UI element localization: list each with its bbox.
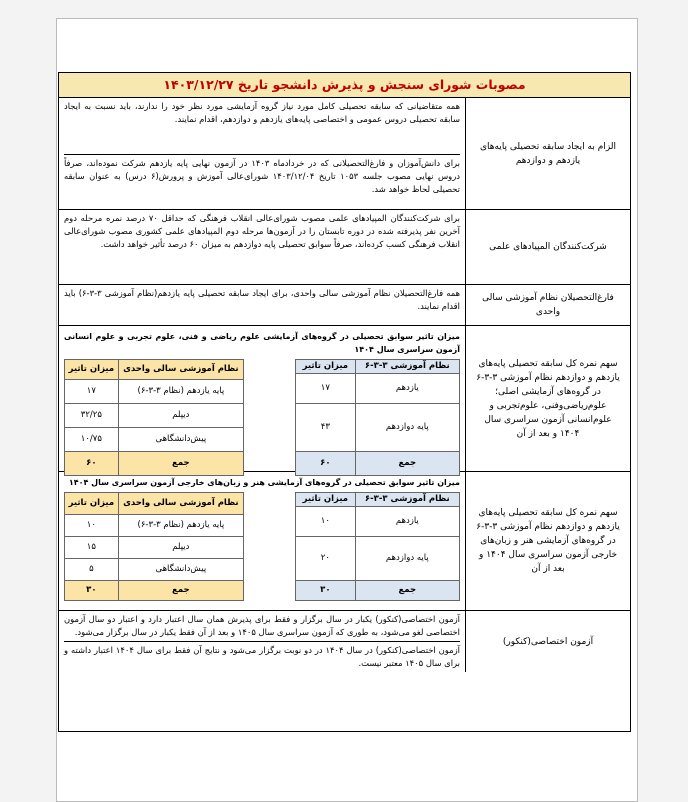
table-cell: ۱۰ — [65, 515, 119, 537]
page-title: مصوبات شورای سنجش و پذیرش دانشجو تاریخ ۱۴۰۳/۱۲/۲۷ — [59, 73, 630, 98]
row-paragraph: برای دانش‌آموزان و فارغ‌التحصیلانی که در خردادماه ۱۴۰۳ در آزمون نهایی پایه یازدهم شرکت نموده‌اند، صرفاً دروس نهایی مصوب جلسه ۱۰۵۳ تاریخ ۱۴۰۳/۱۲/۰۴ شورای‌عالی آموزش و پرورش(۶ درس) به عنوان سابقه تحصیلی لحاظ خواهد شد. — [64, 158, 460, 194]
annual-system-impact-table — [64, 359, 244, 476]
row-paragraph: آزمون اختصاصی(کنکور) یکبار در سال برگزار و فقط برای پذیرش همان سال اعتبار دارد و اعتبار دو سال آزمون اختصاصی لغو می‌شود، به طوری که آزمون سراسری سال ۱۴۰۵ و بعد از آن فقط یکبار در سال برگزار می‌شود. — [64, 611, 460, 642]
table-cell: ۴۳ — [296, 404, 356, 452]
eleventh-twelfth-impact-table — [295, 359, 460, 476]
table-row — [59, 472, 630, 611]
table-row — [59, 210, 630, 285]
resolutions-table — [58, 72, 631, 732]
row-body — [59, 326, 465, 471]
column-header: میزان تاثیر — [65, 493, 119, 515]
table-cell: جمع — [118, 452, 243, 476]
table-cell: ۱۰ — [296, 507, 356, 537]
table-cell: جمع — [355, 452, 459, 476]
table-cell: یازدهم — [355, 374, 459, 404]
table-cell: دیپلم — [118, 537, 243, 559]
column-header: میزان تاثیر — [296, 493, 356, 507]
column-header: نظام آموزشی ۳-۳-۶ — [355, 493, 459, 507]
row-body — [59, 98, 465, 209]
column-header: نظام آموزشی سالی واحدی — [118, 360, 243, 380]
row-header: آزمون اختصاصی(کنکور) — [465, 611, 630, 672]
table-caption: میزان تاثیر سوابق تحصیلی در گروه‌های آزمایشی هنر و زبان‌های خارجی آزمون سراسری سال ۱۴۰۴ — [68, 478, 460, 487]
column-header: نظام آموزشی سالی واحدی — [118, 493, 243, 515]
row-header: سهم نمره کل سابقه تحصیلی پایه‌های یازدهم و دوازدهم نظام آموزشی ۳-۳-۶ در گروه‌های آزمایشی هنر و زبان‌های خارجی آزمون سراسری سال ۱۴۰۴ و بعد از آن — [465, 472, 630, 610]
row-header: الزام به ایجاد سابقه تحصیلی پایه‌های یازدهم و دوازدهم — [465, 98, 630, 209]
table-cell: پایه یازدهم (نظام ۳-۳-۶) — [118, 515, 243, 537]
table-cell: ۶۰ — [296, 452, 356, 476]
row-paragraph: برای شرکت‌کنندگان المپیادهای علمی مصوب شورای‌عالی انقلاب فرهنگی که حداقل ۷۰ درصد نمره مرحله دوم آخرین نفر پذیرفته شده در دوره تابستان را در آزمون‌ها مرحله دوم المپیادهای علمی کشوری مصوب شورای‌عالی انقلاب فرهنگی کسب کرده‌اند، صرفاً سوابق تحصیلی پایه دوازدهم به میزان ۶۰ درصد تأثیر خواهد داشت. — [64, 213, 460, 249]
table-row — [59, 285, 630, 326]
table-cell: ۱۷ — [296, 374, 356, 404]
table-cell: ۱۰/۷۵ — [65, 428, 119, 452]
table-row — [59, 326, 630, 472]
annual-system-impact-table — [64, 492, 244, 601]
table-cell: ۱۵ — [65, 537, 119, 559]
table-cell: پیش‌دانشگاهی — [118, 559, 243, 581]
row-paragraph: همه فارغ‌التحصیلان نظام آموزشی سالی واحدی، برای ایجاد سابقه تحصیلی پایه یازدهم(نظام آموزشی ۳-۳-۶) باید اقدام نمایند. — [64, 288, 461, 311]
row-header: فارغ‌التحصیلان نظام آموزشی سالی واحدی — [465, 285, 630, 325]
table-caption: میزان تاثیر سوابق تحصیلی در گروه‌های آزمایشی علوم ریاضی و فنی، علوم تجربی و علوم انسانی آزمون سراسری سال ۱۴۰۴ — [64, 332, 460, 354]
table-row — [59, 98, 630, 210]
row-header: سهم نمره کل سابقه تحصیلی پایه‌های یازدهم و دوازدهم نظام آموزشی ۳-۳-۶ در گروه‌های آزمایشی اصلی؛ علوم‌ریاضی‌وفنی، علوم‌تجربی و علوم‌انسانی آزمون سراسری سال ۱۴۰۴ و بعد از آن — [465, 326, 630, 471]
row-paragraph: همه متقاضیانی که سابقه تحصیلی کامل مورد نیاز گروه آزمایشی مورد نظر خود را ندارند، باید نسبت به ایجاد سابقه تحصیلی دروس عمومی و اختصاصی پایه‌های یازدهم و دوازدهم، اقدام نمایند. — [64, 98, 460, 155]
table-cell: ۱۷ — [65, 380, 119, 404]
table-cell: ۳۰ — [65, 581, 119, 601]
row-paragraph: آزمون اختصاصی(کنکور) در سال ۱۴۰۴ در دو نوبت برگزار می‌شود و نتایج آن فقط برای سال ۱۴۰۴ اعتبار داشته و برای سال ۱۴۰۵ معتبر نیست. — [64, 645, 460, 668]
table-cell: جمع — [118, 581, 243, 601]
table-cell: پایه دوازدهم — [355, 537, 459, 581]
table-cell: ۶۰ — [65, 452, 119, 476]
table-cell: ۵ — [65, 559, 119, 581]
table-cell: پایه یازدهم (نظام ۳-۳-۶) — [118, 380, 243, 404]
column-header: میزان تاثیر — [296, 360, 356, 374]
table-cell: ۳۲/۲۵ — [65, 404, 119, 428]
table-cell: ۲۰ — [296, 537, 356, 581]
table-cell: یازدهم — [355, 507, 459, 537]
table-cell: ۳۰ — [296, 581, 356, 601]
row-body — [59, 611, 465, 672]
table-cell: پایه دوازدهم — [355, 404, 459, 452]
table-cell: دیپلم — [118, 404, 243, 428]
table-row — [59, 611, 630, 672]
eleventh-twelfth-impact-table — [295, 492, 460, 601]
row-header: شرکت‌کنندگان المپیادهای علمی — [465, 210, 630, 284]
column-header: نظام آموزشی ۳-۳-۶ — [355, 360, 459, 374]
table-cell: جمع — [355, 581, 459, 601]
column-header: میزان تاثیر — [65, 360, 119, 380]
table-cell: پیش‌دانشگاهی — [118, 428, 243, 452]
row-body — [59, 472, 465, 610]
